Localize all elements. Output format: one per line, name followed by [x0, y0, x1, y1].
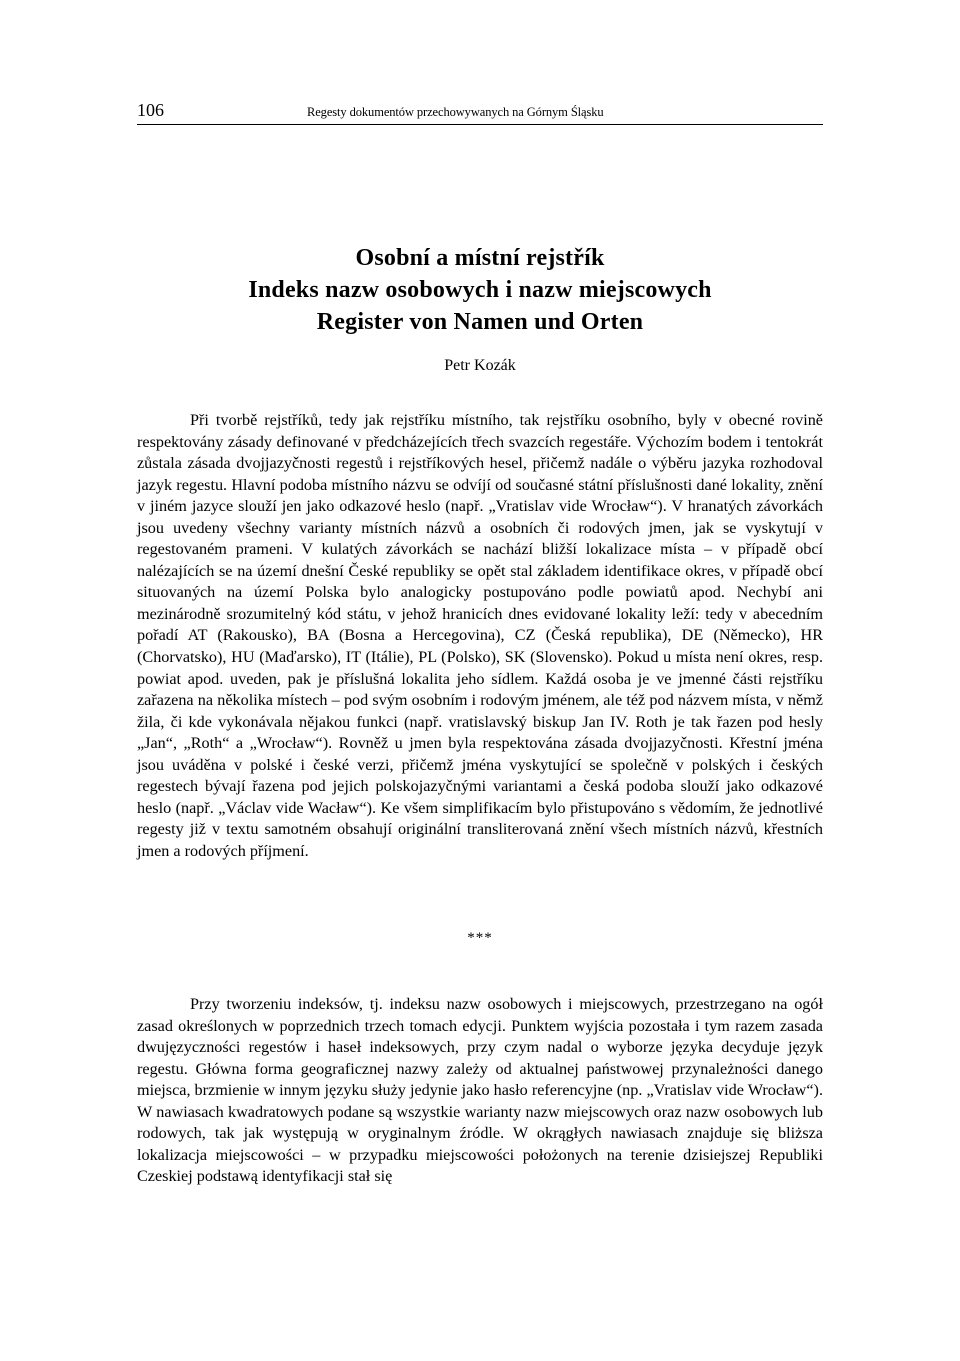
section-separator: ***	[467, 930, 493, 946]
author-name: Petr Kozák	[444, 357, 516, 374]
running-header	[137, 98, 823, 125]
paragraph-czech: Při tvorbě rejstříků, tedy jak rejstříku místního, tak rejstříku osobního, byly v obecné rovině respektovány zásady definované v předcházejících třech svazcích regestáře. Výchozím bodem i tentokrát zůstala zásada dvojjazyčnosti regestů i rejstříkových hesel, přičemž nadále o výběru jazyka rozhodoval jazyk regestu. Hlavní podoba místního názvu se odvíjí od současné státní příslušnosti dané lokality, znění v jiném jazyce slouží jen jako odkazové heslo (např. „Vratislav vide Wrocław“). V hranatých závorkách jsou uvedeny všechny varianty místních názvů a osobních či rodových jmen, jak se vyskytují v regestovaném prameni. V kulatých závorkách se nachází bližší lokalizace místa – v případě obcí nalézajících se na území dnešní České republiky se opět stal základem identifikace okres, v případě obcí situovaných na území Polska bylo analogicky postupováno podle powiatů apod. Nechybí ani mezinárodně srozumitelný kód státu, v jehož hranicích dnes evidované lokality leží: tedy v abecedním pořadí AT (Rakousko), BA (Bosna a Hercegovina), CZ (Česká republika), DE (Německo), HR (Chorvatsko), HU (Maďarsko), IT (Itálie), PL (Polsko), SK (Slovensko). Pokud u místa není okres, resp. powiat apod. uveden, pak je příslušná lokalita jeho sídlem. Každá osoba je ve jmenné části rejstříku zařazena na několika místech – pod svým osobním i rodovým jménem, ale též pod názvem místa, v němž žila, či kde vykonávala nějakou funkci (např. vratislavský biskup Jan IV. Roth je tak řazen pod hesly „Jan“, „Roth“ a „Wrocław“). Rovněž u jmen byla respektována zásada dvojjazyčnosti. Křestní jména jsou uváděna v polské i české verzi, přičemž jména vyskytující se společně v polských i českých regestech bývají řazena pod jejich polskojazyčnými variantami a česká podoba slouží jako odkazové heslo (např. „Václav vide Wacław“). Ke všem simplifikacím bylo přistupováno s vědomím, že jednotlivé regesty již v textu samotném obsahují originální transliterovaná znění všech místních názvů, křestních jmen a rodových příjmení.	[137, 411, 823, 860]
title-german: Register von Namen und Orten	[316, 309, 644, 335]
running-title: Regesty dokumentów przechowywanych na Górnym Śląsku	[307, 105, 604, 119]
page-number: 106	[137, 100, 164, 120]
section-title-block	[137, 242, 823, 338]
title-polish: Indeks nazw osobowych i nazw miejscowych	[248, 277, 712, 303]
paragraph-polish: Przy tworzeniu indeksów, tj. indeksu nazw osobowych i miejscowych, przestrzegano na ogół zasad określonych w poprzednich trzech tomach edycji. Punktem wyjścia pozostała i tym razem zasada dwujęzyczności regestów i haseł indeksowych, przy czym nadal o wyborze języka decyduje język regestu. Główna forma geograficznej nazwy zależy od aktualnej państwowej przynależności danego miejsca, brzmienie w innym języku służy jedynie jako hasło referencyjne (np. „Vratislav vide Wrocław“). W nawiasach kwadratowych podane są wszystkie warianty nazw miejscowych oraz nazw osobowych lub rodowych, tak jak występują w oryginalnym źródle. W okrągłych nawiasach znajduje się bliższa lokalizacja miejscowości – w przypadku miejscowości położonych na terenie dzisiejszej Republiki Czeskiej podstawą identyfikacji stał się	[137, 995, 823, 1186]
title-czech: Osobní a místní rejstřík	[355, 245, 605, 271]
